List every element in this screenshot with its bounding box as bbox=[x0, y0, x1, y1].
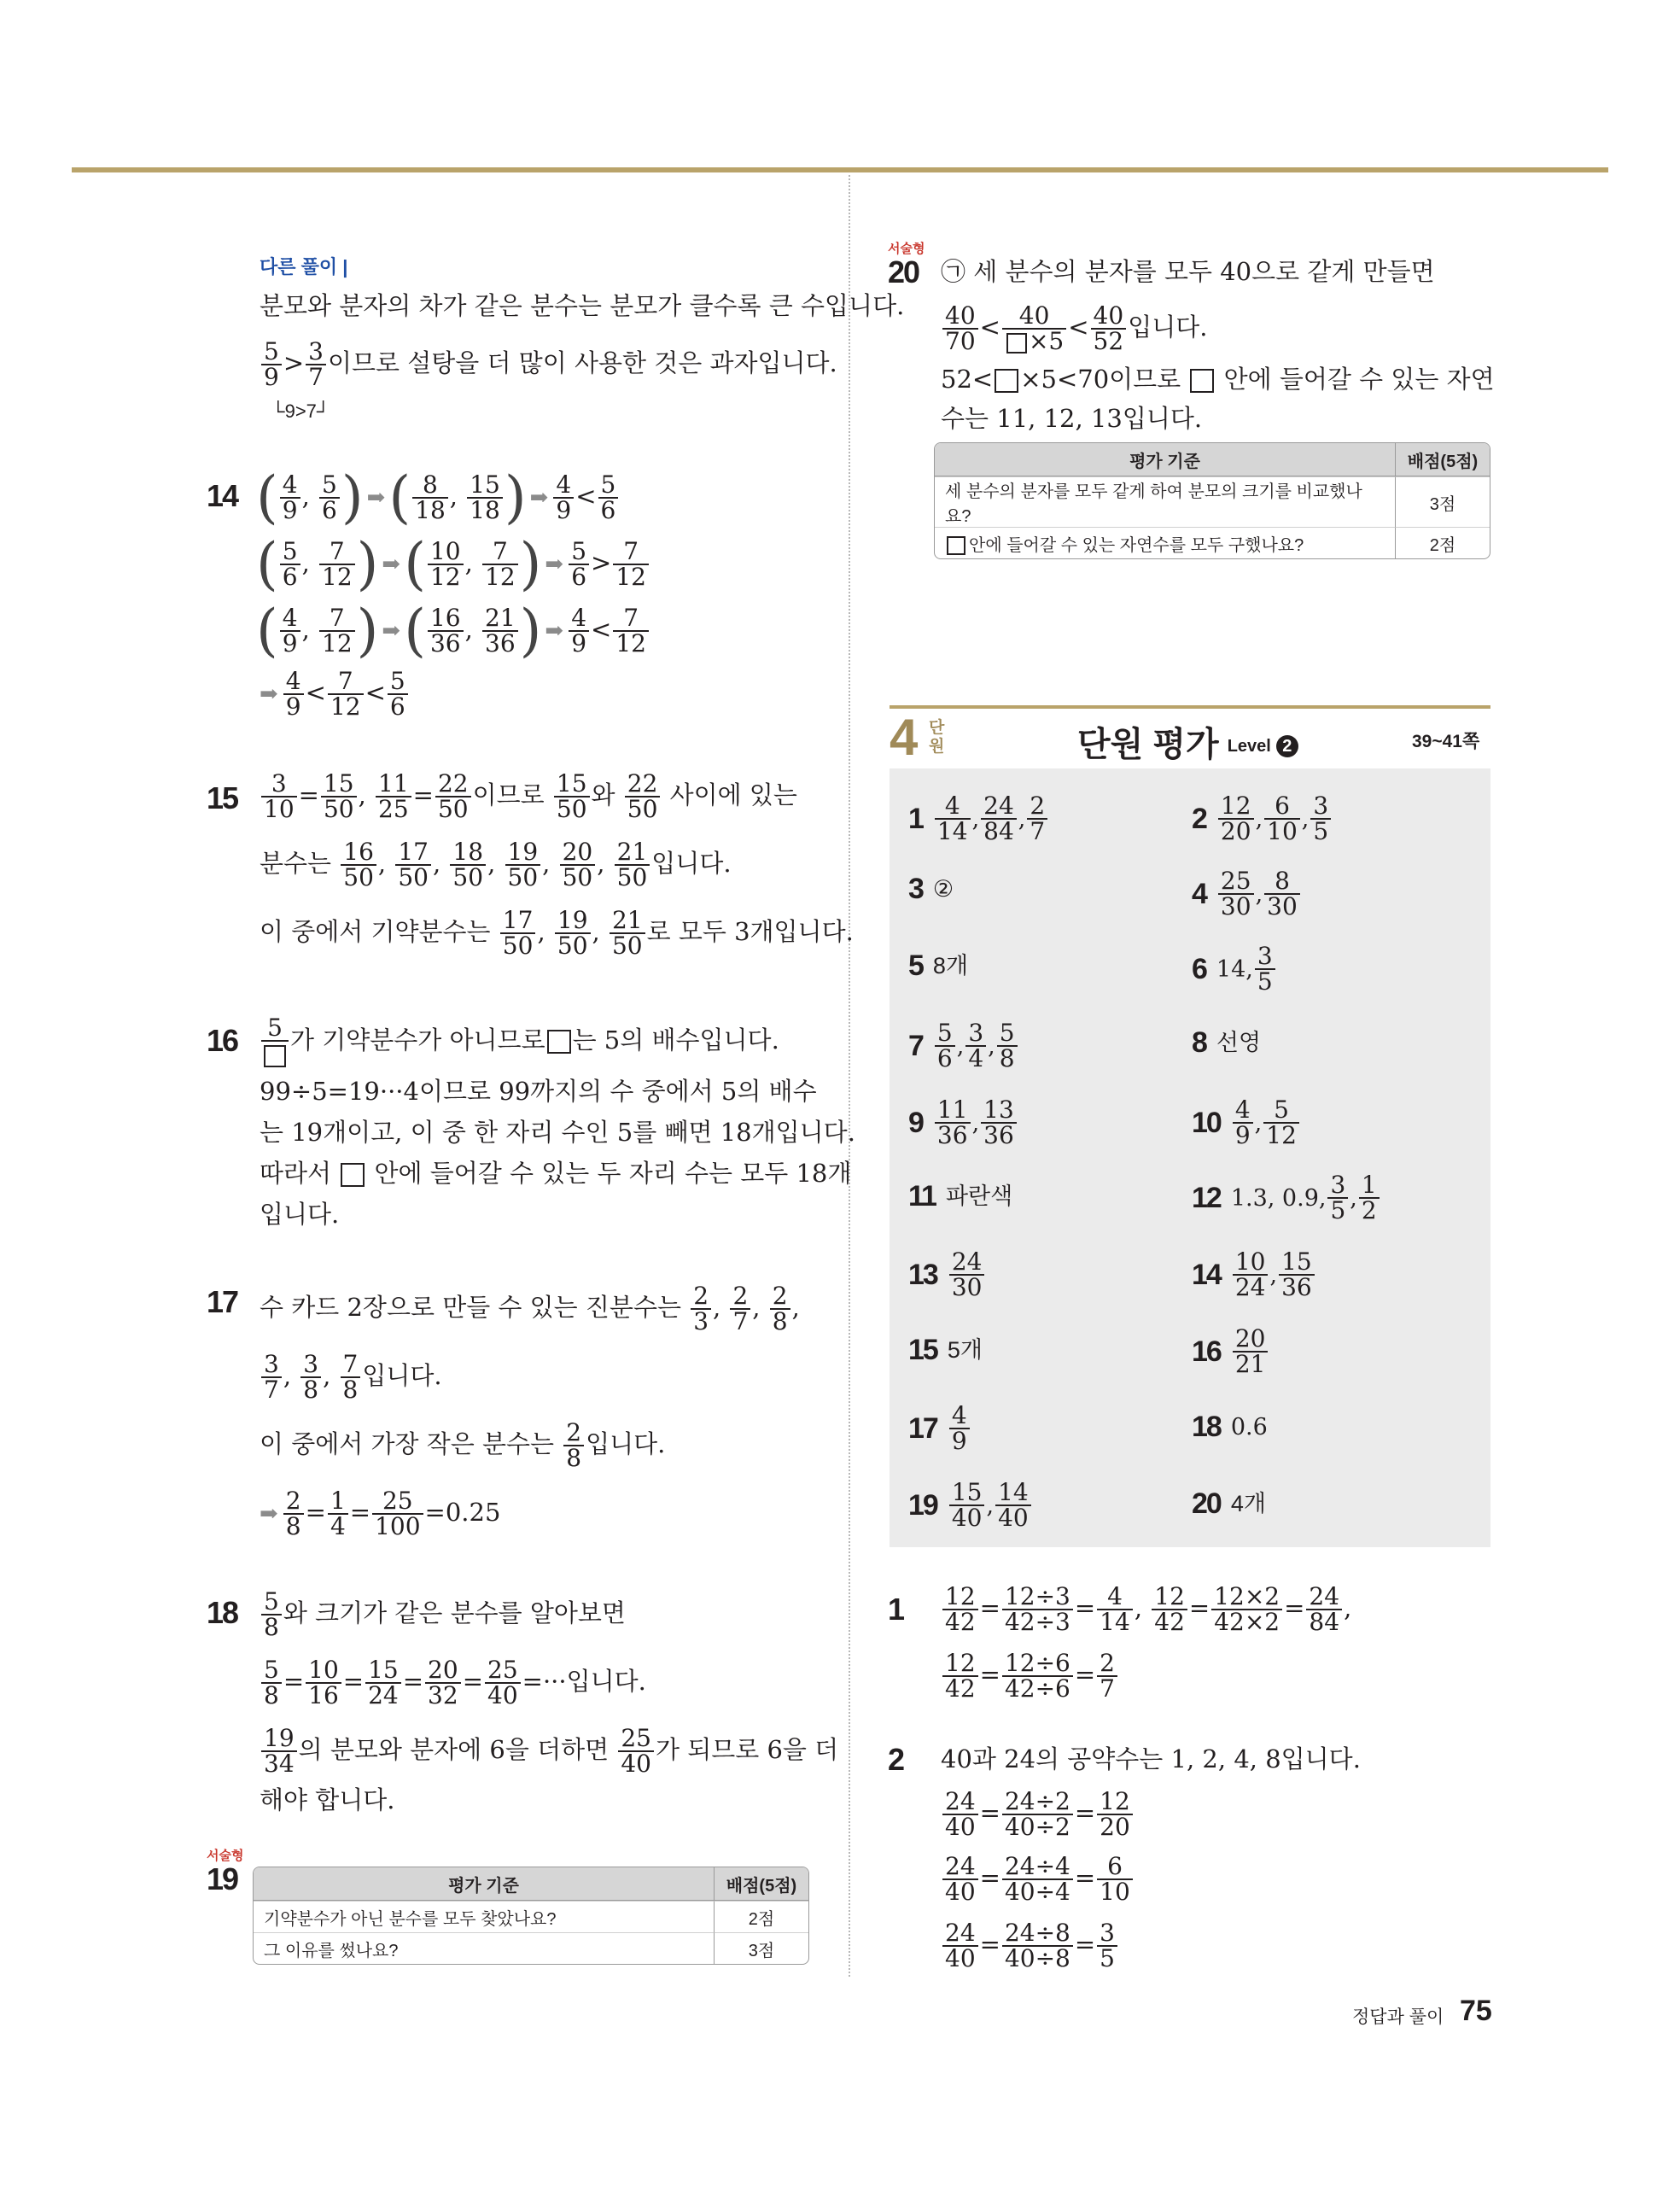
alt-solution-line2: $\frac{5}{9}$ > $\frac{3}{7}$ 이므로 설탕을 더 많이 사용한 것은 과자입니다. bbox=[260, 340, 837, 389]
question-number-18: 18 bbox=[207, 1595, 238, 1630]
table-row: 세 분수의 분자를 모두 같게 하여 분모의 크기를 비교했나요? 3점 bbox=[935, 476, 1490, 527]
q16-line1: 5 가 기약분수가 아니므로 는 5의 배수입니다. bbox=[260, 1016, 779, 1067]
criteria-table-19 bbox=[253, 1867, 809, 1965]
answer-8: 8 선영 bbox=[1192, 1026, 1262, 1059]
answer-20: 20 4개 bbox=[1192, 1487, 1266, 1520]
table-header-points: 배점(5점) bbox=[714, 1867, 808, 1901]
answer-14: 14 10 24 , 15 36 bbox=[1192, 1250, 1316, 1300]
arrow-icon: ➡ bbox=[260, 1501, 278, 1527]
descriptive-tag-20: 서술형 bbox=[888, 242, 925, 256]
answer-11: 11 파란색 bbox=[908, 1180, 1013, 1212]
question-number-16: 16 bbox=[207, 1023, 238, 1058]
criteria-table-20 bbox=[934, 442, 1490, 559]
arrow-icon: ➡ bbox=[545, 618, 564, 644]
q16-line5: 입니다. bbox=[260, 1200, 340, 1229]
column-divider bbox=[849, 175, 850, 1977]
unit-pages: 39~41쪽 bbox=[1412, 732, 1480, 751]
q18-line4: 해야 합니다. bbox=[260, 1785, 395, 1814]
question-number-19: 19 bbox=[207, 1861, 238, 1896]
table-row: 그 이유를 썼나요? 3점 bbox=[254, 1932, 808, 1964]
q14-line3: ( $\frac{4}{9}$ , $\frac{7}{12}$ ) ➡( $\frac{16}{36}$ , $\frac{21}{36}$ ) ➡ $\frac{4}{9}$ < $\frac{7}{12}$ bbox=[256, 603, 650, 659]
table-header-points: 배점(5점) bbox=[1395, 443, 1490, 476]
arrow-icon: ➡ bbox=[366, 485, 386, 511]
unit-title: 단원 평가 Level 2 bbox=[1077, 717, 1298, 766]
q17-line2: $\frac{3}{7}$ , $\frac{3}{8}$ , $\frac{7}{8}$ 입니다. bbox=[260, 1353, 442, 1402]
q16-line4: 따라서 안에 들어갈 수 있는 두 자리 수는 모두 18개 bbox=[260, 1159, 852, 1188]
q15-line2: 분수는 $\frac{16}{50}$ , $\frac{17}{50}$ , $\frac{18}{50}$ , $\frac{19}{50}$ , $\frac{20}{50}$ , $\frac{21}{50}$ 입니다. bbox=[260, 838, 732, 891]
answer-6: 6 14, 3 5 bbox=[1192, 944, 1277, 994]
solution-number-2: 2 bbox=[888, 1742, 904, 1777]
quick-answers-panel bbox=[890, 768, 1490, 1547]
alt-solution-title: 다른 풀이 | bbox=[260, 256, 348, 278]
solution-number-1: 1 bbox=[888, 1592, 904, 1627]
blank-box bbox=[995, 369, 1018, 393]
descriptive-tag-19: 서술형 bbox=[207, 1849, 244, 1863]
q20-line1: ㉠ 세 분수의 분자를 모두 40으로 같게 만들면 bbox=[941, 257, 1435, 286]
q20-line4: 수는 11, 12, 13입니다. bbox=[941, 404, 1203, 433]
arrow-icon: ➡ bbox=[382, 618, 401, 644]
question-number-17: 17 bbox=[207, 1284, 238, 1319]
q20-line2: $\frac{40}{70}$ < $\frac{40}{\times 5}$ < $\frac{40}{52}$ 입니다. bbox=[941, 304, 1207, 353]
answer-3: 3 ② bbox=[908, 873, 954, 905]
solution-2-line3: $\frac{24}{40}$ = $\frac{24\div 4}{40\div 4}$ = $\frac{6}{10}$ bbox=[941, 1855, 1135, 1904]
q16-line3: 는 19개이고, 이 중 한 자리 수인 5를 빼면 18개입니다. bbox=[260, 1118, 855, 1147]
solution-2-line4: $\frac{24}{40}$ = $\frac{24\div 8}{40\div 8}$ = $\frac{3}{5}$ bbox=[941, 1921, 1119, 1971]
answer-15: 15 5개 bbox=[908, 1334, 983, 1366]
page-number: 75 bbox=[1460, 1995, 1492, 2027]
blank-box bbox=[1190, 369, 1214, 393]
table-row: 안에 들어갈 수 있는 자연수를 모두 구했나요? 2점 bbox=[935, 527, 1490, 558]
answer-10: 10 4 9 , 5 12 bbox=[1192, 1098, 1301, 1148]
arrow-icon: ➡ bbox=[260, 681, 278, 707]
alt-solution-note: └9>7┘ bbox=[271, 400, 330, 422]
arrow-icon: ➡ bbox=[529, 485, 549, 511]
unit-number: 4 bbox=[890, 709, 919, 766]
q16-line2: 99÷5=19···4이므로 99까지의 수 중에서 5의 배수 bbox=[260, 1077, 817, 1106]
unit-header-rule bbox=[890, 705, 1490, 709]
answer-19: 19 15 40 , 14 40 bbox=[908, 1481, 1033, 1530]
answer-13: 13 24 30 bbox=[908, 1250, 986, 1300]
q14-line1: ( $\frac{4}{9}$ , $\frac{5}{6}$ ) ➡( $\frac{8}{18}$ , $\frac{15}{18}$ ) ➡ $\frac{4}{9}$ < $\frac{5}{6}$ bbox=[256, 470, 620, 526]
solution-1-line1: $\frac{12}{42}$ = $\frac{12\div 3}{42\div 3}$ = $\frac{4}{14}$ , $\frac{12}{42}$ = $\frac{12\times 2}{42\times 2}$ = $\frac{24}{84}$ , bbox=[941, 1585, 1351, 1634]
answer-2: 2 12 20 , 6 10 , 3 5 bbox=[1192, 794, 1333, 844]
blank-box bbox=[341, 1163, 365, 1187]
q14-line2: ( $\frac{5}{6}$ , $\frac{7}{12}$ ) ➡( $\frac{10}{12}$ , $\frac{7}{12}$ ) ➡ $\frac{5}{6}$ > $\frac{7}{12}$ bbox=[256, 536, 650, 593]
q15-line3: 이 중에서 기약분수는 $\frac{17}{50}$ , $\frac{19}{50}$ , $\frac{21}{50}$ 로 모두 3개입니다. bbox=[260, 906, 854, 960]
answer-16: 16 20 21 bbox=[1192, 1327, 1269, 1376]
answer-4: 4 25 30 , 8 30 bbox=[1192, 869, 1302, 919]
q20-line3: 52< ×5<70이므로 안에 들어갈 수 있는 자연 bbox=[941, 365, 1495, 394]
table-header-criteria: 평가 기준 bbox=[935, 443, 1395, 476]
unit-word: 단원 bbox=[929, 719, 945, 756]
q17-line4: ➡ $\frac{2}{8}$ = $\frac{1}{4}$ = $\frac{25}{100}$ =0.25 bbox=[260, 1487, 501, 1540]
solution-2-line2: $\frac{24}{40}$ = $\frac{24\div 2}{40\div 2}$ = $\frac{12}{20}$ bbox=[941, 1790, 1135, 1839]
answer-1: 1 4 14 , 24 84 , 2 7 bbox=[908, 794, 1049, 844]
q17-line1: 수 카드 2장으로 만들 수 있는 진분수는 $\frac{2}{3}$ , $\frac{2}{7}$ , $\frac{2}{8}$ , bbox=[260, 1282, 800, 1335]
table-row: 기약분수가 아닌 분수를 모두 찾았나요? 2점 bbox=[254, 1901, 808, 1932]
question-number-15: 15 bbox=[207, 780, 238, 815]
solution-2-line1: 40과 24의 공약수는 1, 2, 4, 8입니다. bbox=[941, 1744, 1361, 1773]
q14-line4: ➡ $\frac{4}{9}$ < $\frac{7}{12}$ < $\frac{5}{6}$ bbox=[256, 669, 410, 719]
top-rule bbox=[72, 167, 1608, 172]
answer-18: 18 0.6 bbox=[1192, 1411, 1268, 1443]
answer-12: 12 1.3, 0.9, 3 5 , 1 2 bbox=[1192, 1173, 1381, 1223]
q18-line1: $\frac{5}{8}$ 와 크기가 같은 분수를 알아보면 bbox=[260, 1590, 626, 1639]
q17-line3: 이 중에서 가장 작은 분수는 $\frac{2}{8}$ 입니다. bbox=[260, 1418, 666, 1472]
blank-box bbox=[547, 1030, 571, 1054]
arrow-icon: ➡ bbox=[545, 552, 564, 577]
solution-1-line2: $\frac{12}{42}$ = $\frac{12\div 6}{42\div 6}$ = $\frac{2}{7}$ bbox=[941, 1651, 1119, 1701]
question-number-20: 20 bbox=[888, 254, 919, 289]
footer-label: 정답과 풀이 bbox=[1352, 2007, 1444, 2027]
question-number-14: 14 bbox=[207, 478, 238, 513]
answer-9: 9 11 36 , 13 36 bbox=[908, 1098, 1018, 1148]
answer-7: 7 5 6 , 3 4 , 5 8 bbox=[908, 1021, 1019, 1071]
q18-line2: $\frac{5}{8}$ = $\frac{10}{16}$ = $\frac{15}{24}$ = $\frac{20}{32}$ = $\frac{25}{40}$ =···입니다. bbox=[260, 1658, 646, 1708]
answer-5: 5 8개 bbox=[908, 949, 969, 982]
alt-solution-line1: 분모와 분자의 차가 같은 분수는 분모가 클수록 큰 수입니다. bbox=[260, 291, 905, 320]
table-header-criteria: 평가 기준 bbox=[254, 1867, 714, 1901]
q18-line3: $\frac{19}{34}$ 의 분모와 분자에 6을 더하면 $\frac{25}{40}$ 가 되므로 6을 더 bbox=[260, 1727, 838, 1776]
q15-line1: $\frac{3}{10}$ = $\frac{15}{50}$ , $\frac{11}{25}$ = $\frac{22}{50}$ 이므로 $\frac{15}{50}$ 와 $\frac{22}{50}$ 사이에 있는 bbox=[260, 772, 797, 821]
answer-17: 17 4 9 bbox=[908, 1404, 971, 1453]
arrow-icon: ➡ bbox=[382, 552, 401, 577]
